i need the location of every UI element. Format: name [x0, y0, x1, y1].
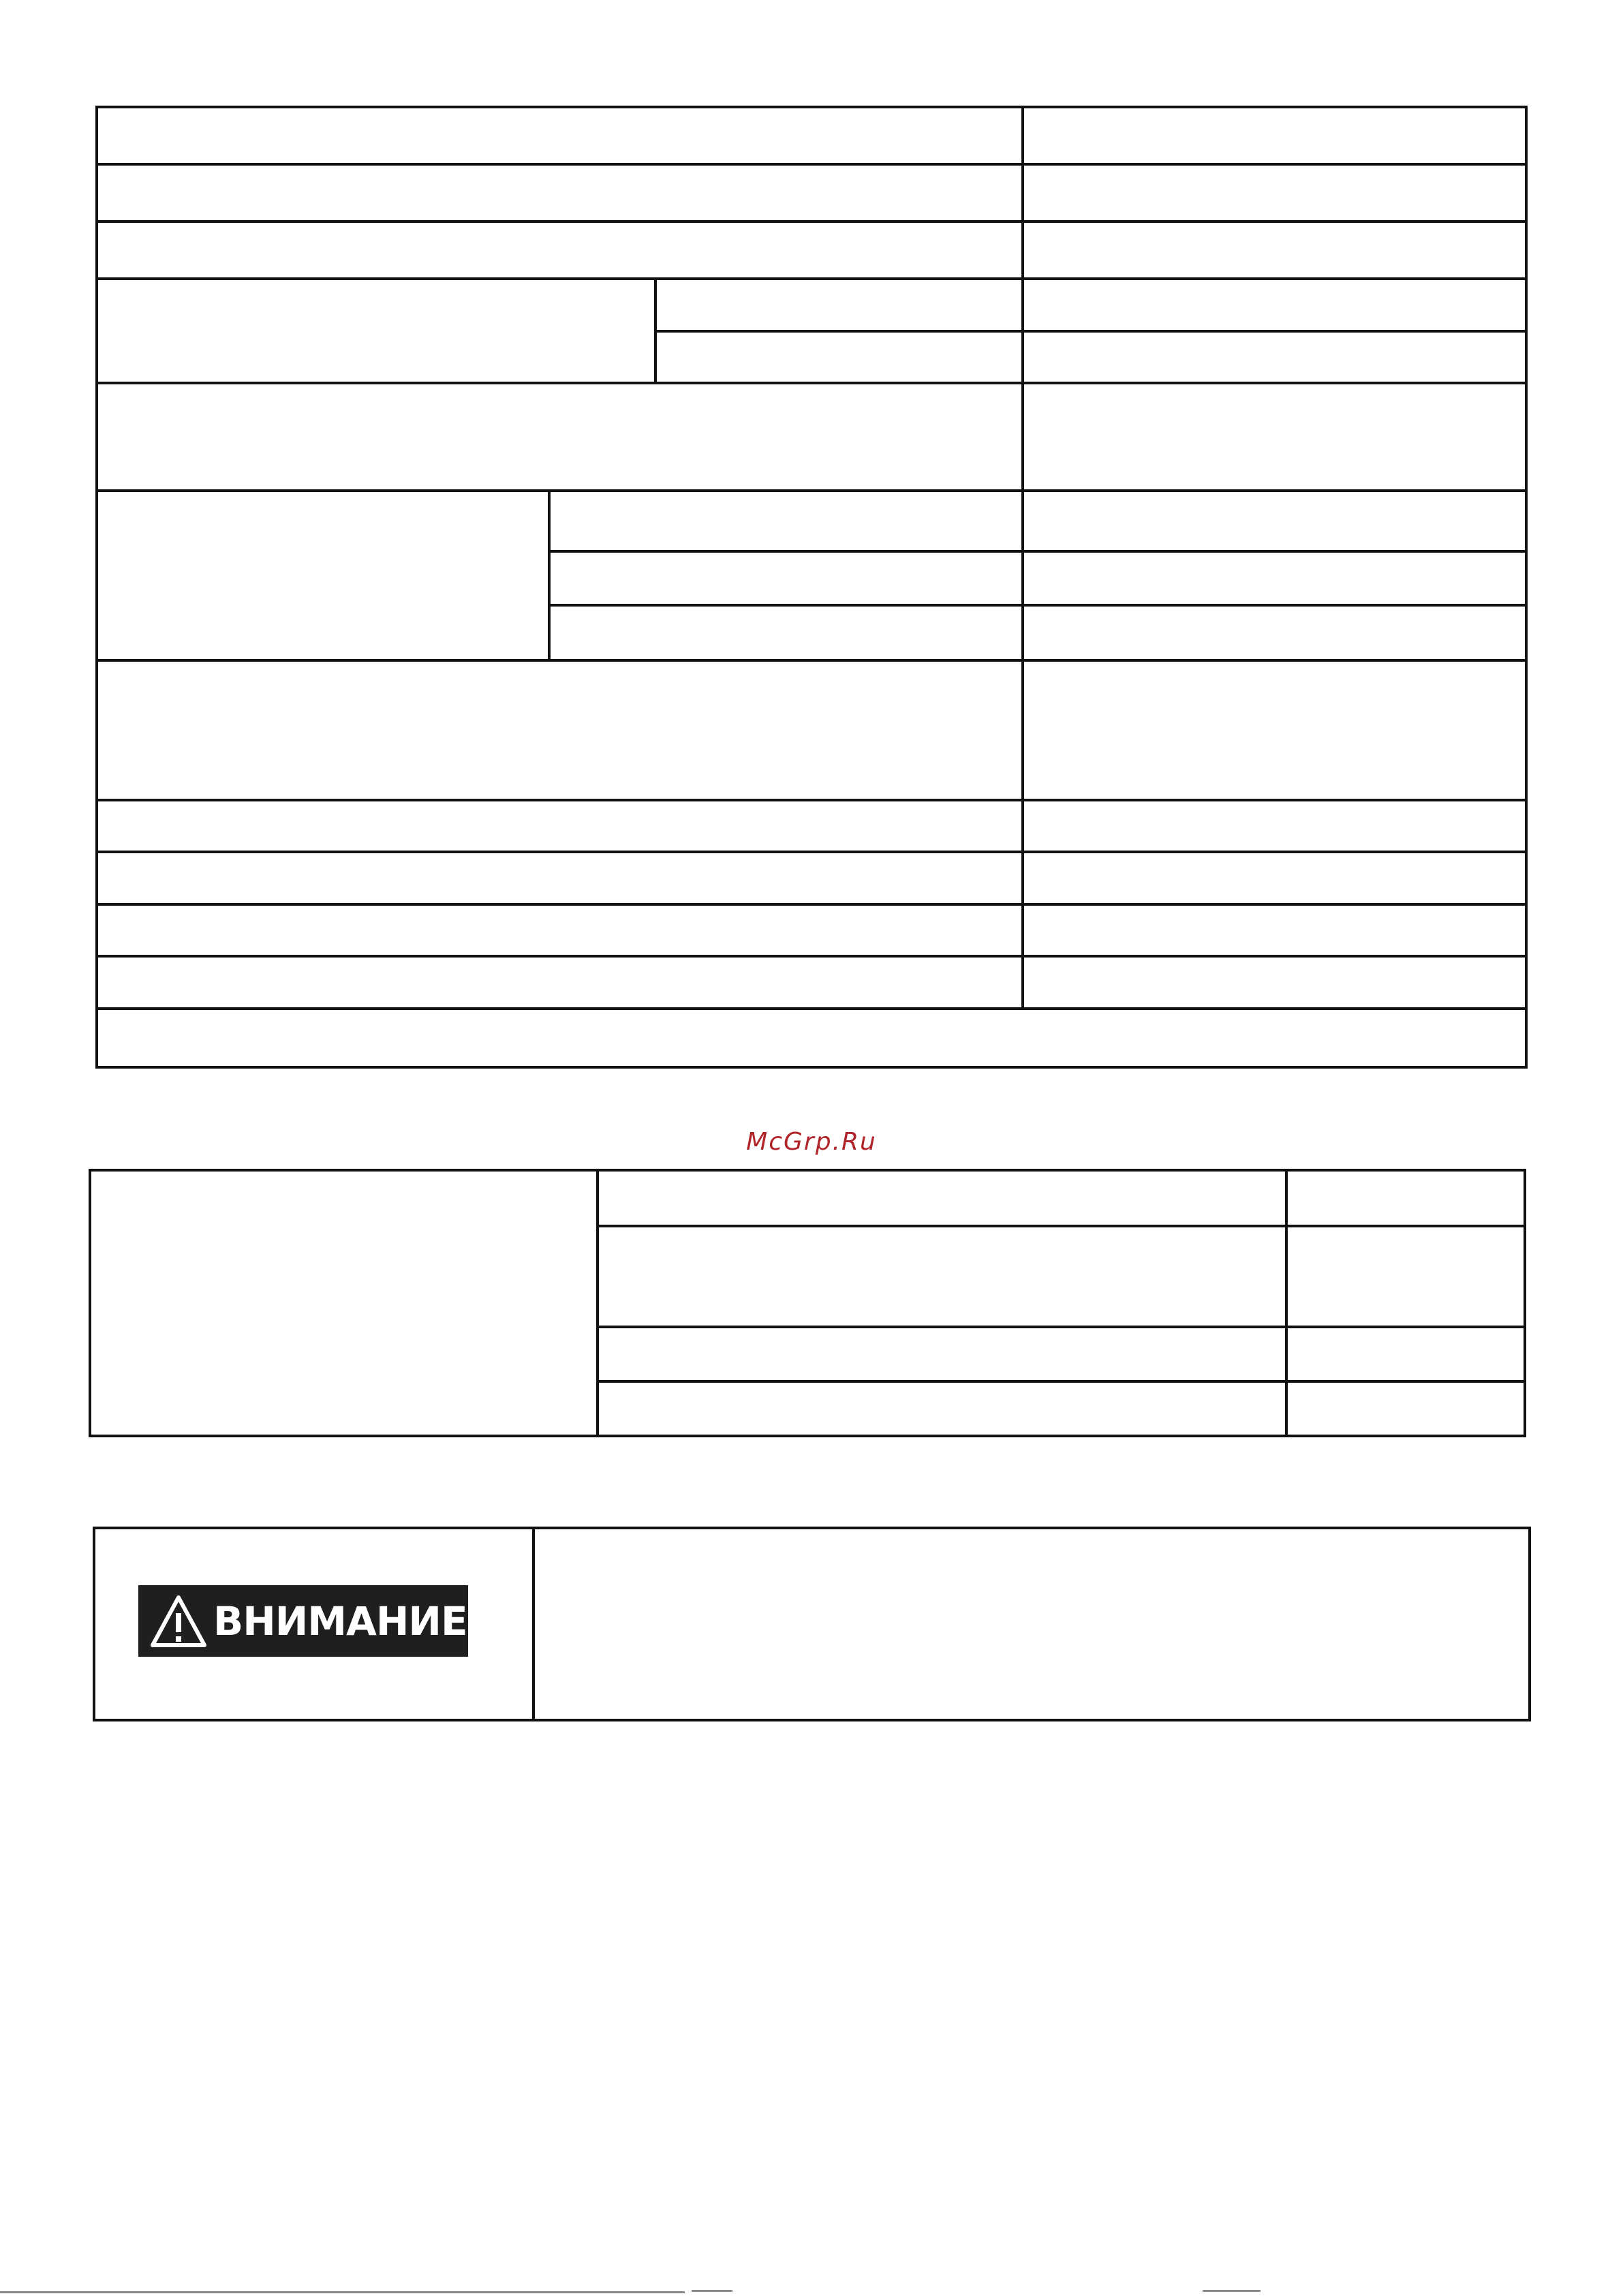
- table-row-line: [95, 106, 1528, 108]
- page-bottom-mark: [692, 2290, 732, 2292]
- page-bottom-mark: [1203, 2290, 1261, 2292]
- table-border-right: [1528, 1527, 1531, 1721]
- table-row-line: [549, 550, 1528, 553]
- table-column-divider: [1285, 1169, 1288, 1437]
- table-row-line: [95, 220, 1528, 223]
- watermark-text: McGrp.Ru: [746, 1128, 877, 1156]
- table-row-line: [598, 1326, 1526, 1328]
- table-subcolumn-divider: [548, 490, 551, 661]
- table-row-line: [95, 799, 1528, 801]
- table-row-line: [95, 851, 1528, 853]
- page-bottom-line: [0, 2291, 685, 2293]
- table-border-left: [89, 1169, 91, 1437]
- table-row-line: [95, 382, 1528, 384]
- table-column-divider: [532, 1527, 535, 1721]
- warning-label: ВНИМАНИЕ: [213, 1597, 467, 1644]
- table-row-line: [95, 955, 1528, 958]
- table-row-line: [95, 1007, 1528, 1010]
- warning-badge: [138, 1585, 468, 1657]
- table-border-left: [93, 1527, 95, 1721]
- table-row-line: [598, 1380, 1526, 1383]
- table-column-divider: [596, 1169, 599, 1437]
- table-row-line: [95, 163, 1528, 166]
- table-column-divider: [1021, 106, 1024, 1009]
- table-row-line: [93, 1527, 1531, 1529]
- table-border-left: [95, 106, 98, 1069]
- table-row-line: [93, 1719, 1531, 1721]
- table-row-line: [89, 1435, 1526, 1437]
- table-border-right: [1525, 106, 1528, 1069]
- table-row-line: [598, 1225, 1526, 1227]
- table-border-right: [1524, 1169, 1526, 1437]
- table-row-line: [95, 277, 1528, 280]
- warning-triangle-icon: [149, 1594, 208, 1649]
- table-row-line: [95, 659, 1528, 662]
- table-row-line: [89, 1169, 1526, 1172]
- table-row-line: [95, 1066, 1528, 1069]
- table-row-line: [95, 489, 1528, 492]
- table-row-line: [655, 330, 1528, 333]
- table-row-line: [549, 604, 1528, 607]
- table-row-line: [95, 903, 1528, 906]
